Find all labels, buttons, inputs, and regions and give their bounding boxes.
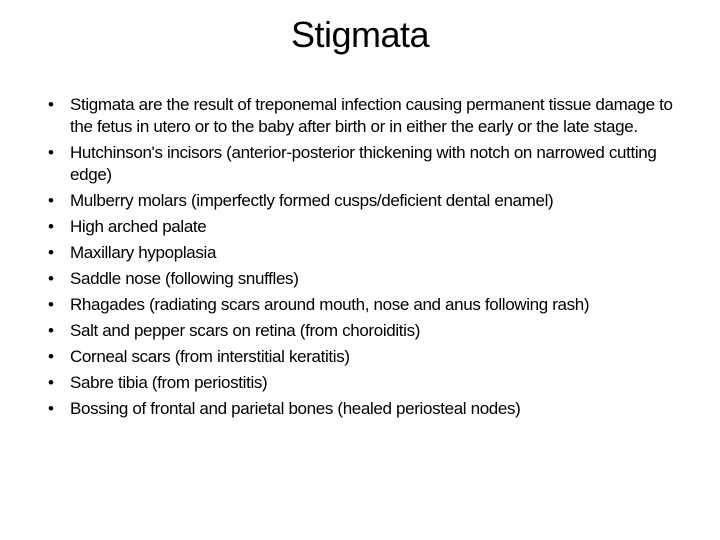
- list-item-text: Hutchinson's incisors (anterior-posterior thickening with notch on narrowed cutting edge): [70, 143, 657, 184]
- bullet-icon: •: [48, 243, 54, 262]
- list-item-text: Corneal scars (from interstitial keratitis): [70, 347, 350, 366]
- bullet-icon: •: [48, 217, 54, 236]
- list-item-text: Stigmata are the result of treponemal infection causing permanent tissue damage to the fetus in utero or to the baby after birth or in either the early or the late stage.: [70, 95, 673, 136]
- list-item: [48, 242, 678, 264]
- bullet-icon: •: [48, 191, 54, 210]
- list-item: [48, 94, 678, 138]
- list-item: [48, 294, 678, 316]
- list-item-text: Maxillary hypoplasia: [70, 243, 217, 262]
- bullet-icon: •: [48, 399, 54, 418]
- bullet-icon: •: [48, 295, 54, 314]
- list-item: [48, 268, 678, 290]
- list-item: [48, 398, 678, 420]
- list-item-text: Bossing of frontal and parietal bones (healed periosteal nodes): [70, 399, 521, 418]
- list-item-text: High arched palate: [70, 217, 207, 236]
- list-item: [48, 142, 678, 186]
- bullet-icon: •: [48, 143, 54, 162]
- list-item: [48, 216, 678, 238]
- list-item-text: Rhagades (radiating scars around mouth, nose and anus following rash): [70, 295, 590, 314]
- list-item-text: Mulberry molars (imperfectly formed cusps/deficient dental enamel): [70, 191, 554, 210]
- bullet-list: [48, 94, 678, 424]
- list-item: [48, 190, 678, 212]
- slide-title: Stigmata: [290, 14, 430, 55]
- bullet-icon: •: [48, 321, 54, 340]
- bullet-icon: •: [48, 373, 54, 392]
- bullet-icon: •: [48, 347, 54, 366]
- bullet-icon: •: [48, 95, 54, 114]
- bullet-icon: •: [48, 269, 54, 288]
- list-item-text: Saddle nose (following snuffles): [70, 269, 299, 288]
- list-item-text: Sabre tibia (from periostitis): [70, 373, 268, 392]
- list-item-text: Salt and pepper scars on retina (from choroiditis): [70, 321, 421, 340]
- list-item: [48, 372, 678, 394]
- list-item: [48, 346, 678, 368]
- list-item: [48, 320, 678, 342]
